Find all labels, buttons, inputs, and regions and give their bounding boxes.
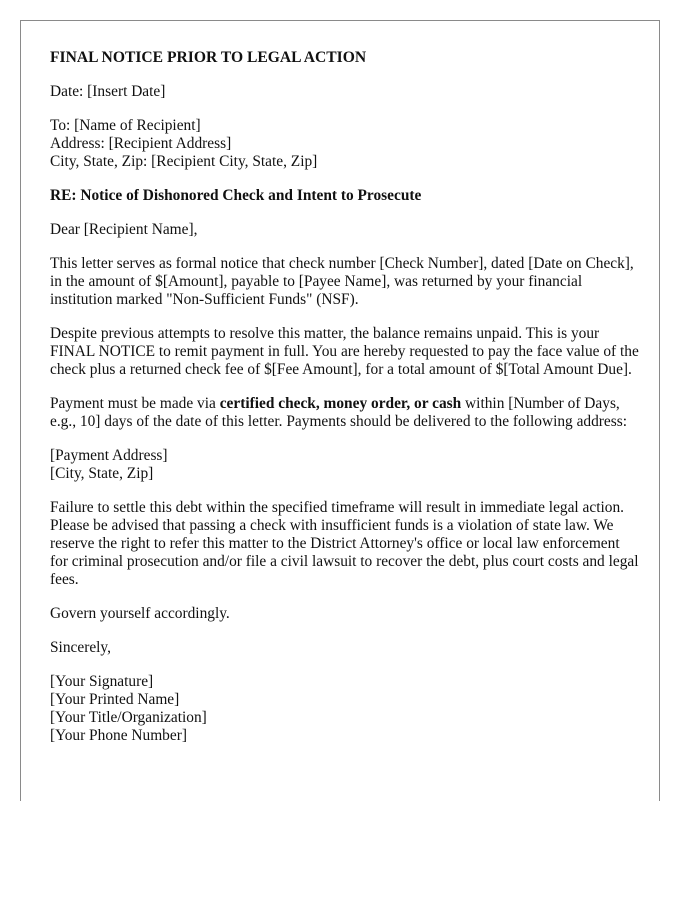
- payment-method-intro: Payment must be made via: [50, 395, 220, 412]
- paragraph-govern: Govern yourself accordingly.: [50, 605, 230, 622]
- recipient-block: [50, 117, 640, 171]
- subject-line: RE: Notice of Dishonored Check and Intent to Prosecute: [50, 187, 422, 204]
- payment-address-block: [50, 447, 640, 483]
- recipient-name: To: [Name of Recipient]: [50, 117, 201, 134]
- letter-body: [50, 49, 640, 761]
- payment-address-line1: [Payment Address]: [50, 447, 168, 464]
- printed-name-line: [Your Printed Name]: [50, 691, 180, 708]
- phone-number-line: [Your Phone Number]: [50, 727, 187, 744]
- signature-block: [50, 673, 640, 745]
- recipient-city: City, State, Zip: [Recipient City, State, Zip]: [50, 153, 318, 170]
- letter-title: FINAL NOTICE PRIOR TO LEGAL ACTION: [50, 49, 367, 66]
- payment-method-options: certified check, money order, or cash: [219, 395, 462, 412]
- letter-page: [20, 20, 660, 801]
- signature-line: [Your Signature]: [50, 673, 154, 690]
- closing: Sincerely,: [50, 639, 111, 656]
- payment-address-line2: [City, State, Zip]: [50, 465, 154, 482]
- paragraph-check-notice: This letter serves as formal notice that check number [Check Number], dated [Date on Check], in the amount of $[Amount], payable to [Payee Name], was returned by your financial institution marked "Non-Sufficient Funds" (NSF).: [50, 255, 634, 308]
- title-organization-line: [Your Title/Organization]: [50, 709, 207, 726]
- salutation: Dear [Recipient Name],: [50, 221, 198, 238]
- payment-method-terms: within [Number of Days, e.g., 10] days of the date of this letter. Payments should be delivered to the following address:: [50, 395, 628, 430]
- paragraph-payment-method: [50, 395, 640, 431]
- recipient-address: Address: [Recipient Address]: [50, 135, 232, 152]
- paragraph-legal-warning: Failure to settle this debt within the specified timeframe will result in immediate legal action. Please be advised that passing a check with insufficient funds is a violation of state law. We reserve the right to refer this matter to the District Attorney's office or local law enforcement for criminal prosecution and/or file a civil lawsuit to recover the debt, plus court costs and legal fees.: [50, 499, 639, 588]
- letter-date: Date: [Insert Date]: [50, 83, 166, 100]
- paragraph-final-notice: Despite previous attempts to resolve this matter, the balance remains unpaid. This is your FINAL NOTICE to remit payment in full. You are hereby requested to pay the face value of the check plus a returned check fee of $[Fee Amount], for a total amount of $[Total Amount Due].: [50, 325, 639, 378]
